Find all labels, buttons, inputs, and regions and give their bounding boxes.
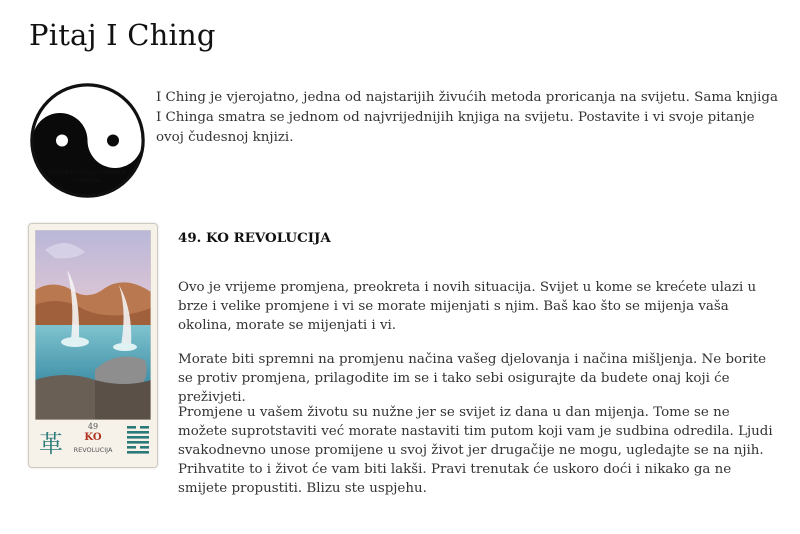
intro-text: I Ching je vjerojatno, jedna od najstarijih živućih metoda proricanja na svijetu. Sama knjiga I Chinga smatra se jednom od najvrijednijih knjiga na svijetu. Postavite i vi svoje pitanje ovoj čudesnoj knjizi. [156,90,778,145]
card-name: KO [84,432,102,443]
reading-paragraph-2: Morate biti spremni na promjenu načina vašeg djelovanja i načina mišljenja. Ne borite se protiv promjena, prilagodite im se i tako sebi osigurajte da budete onaj koji će preživjeti. [178,352,767,405]
logo-bottom-text-2: na svijetu... [71,178,104,184]
reading-paragraph-3: Promjene u vašem životu su nužne jer se svijet iz dana u dan mijenja. Tome se ne možete suprotstaviti već morate nastaviti tim putom koji vam je sudbina odredila. Ljudi svakodnevno unose promijene u svoj život jer drugačije ne mogu, ugledajte se na njih. Prihvatite to i život će vam biti lakši. Pravi trenutak će uskoro doći i nikako ga ne smijete propustiti. Blizu ste uspjehu. [178,405,773,496]
card-subtitle: REVOLUCIJA [73,446,113,454]
card-illustration [35,230,151,420]
reading-title: 49. KO REVOLUCIJA [178,230,331,246]
logo-top-text: Pitaj I Ching! [63,98,112,108]
reading-paragraph-1: Ovo je vrijeme promjena, preokreta i novih situacija. Svijet u kome se krećete ulazi u brze i velike promjene i vi se morate mijenjati s njim. Baš kao što se mijenja vaša okolina, morate se mijenjati i vi. [178,280,757,333]
hexagram-card[interactable] [28,223,158,468]
card-hanzi: 革 [39,430,63,458]
yin-yang-logo[interactable] [29,82,146,199]
page-title: Pitaj I Ching [29,18,216,52]
logo-bottom-text-1: Najstarija knjiga proricanja [49,170,126,176]
card-number: 49 [87,422,99,431]
card-footer [29,420,157,466]
hexagram-icon [127,426,149,454]
yin-yang-icon [29,82,146,199]
